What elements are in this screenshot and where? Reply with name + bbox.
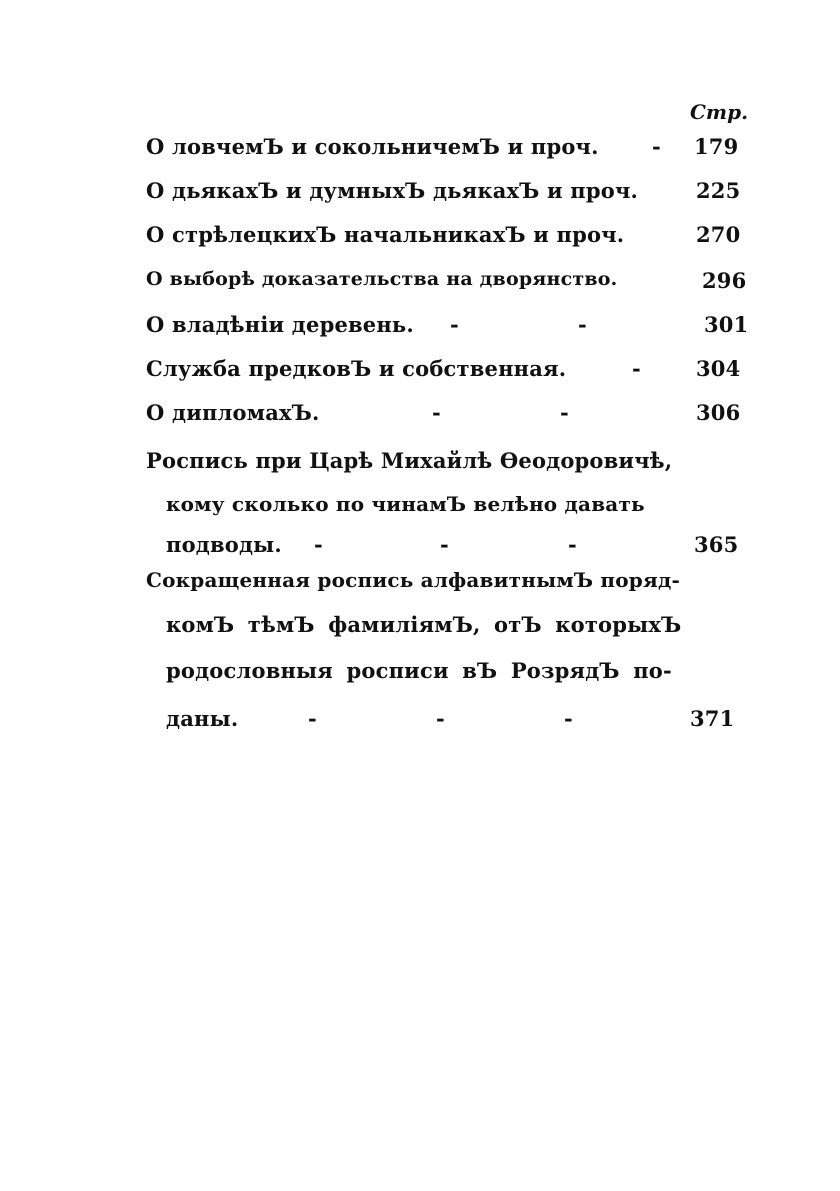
toc-entry-title: О владѣніи деревень.: [146, 312, 414, 337]
leader-dash: -: [308, 706, 317, 731]
toc-entry-page: 371: [690, 706, 735, 731]
toc-entry-page: 270: [696, 222, 741, 247]
toc-entry: [0, 268, 840, 310]
toc-entry-line: [0, 492, 840, 534]
toc-entry-title: Сокращенная роспись алфавитнымЪ поряд-: [146, 568, 680, 592]
leader-dash: -: [632, 356, 641, 381]
leader-dash: -: [578, 312, 587, 337]
toc-entry: [0, 134, 840, 176]
toc-entry-line: [0, 612, 840, 654]
toc-entry-title: О дипломахЪ.: [146, 400, 320, 425]
toc-entry-line: [0, 448, 840, 490]
toc-entry-title: родословныя росписи вЪ РозрядЪ по-: [166, 658, 672, 683]
leader-dash: -: [568, 532, 577, 557]
leader-dash: -: [564, 706, 573, 731]
leader-dash: -: [436, 706, 445, 731]
toc-entry: [0, 222, 840, 264]
page-column-label: Стр.: [690, 100, 749, 124]
toc-entry: [0, 400, 840, 442]
toc-entry: [0, 706, 840, 748]
toc-entry-title: даны.: [166, 706, 239, 731]
leader-dash: -: [432, 400, 441, 425]
leader-dash: -: [560, 400, 569, 425]
toc-entry-title: кому сколько по чинамЪ велѣно давать: [166, 492, 645, 516]
toc-entry-title: О дьякахЪ и думныхЪ дьякахЪ и проч.: [146, 178, 639, 203]
toc-entry-page: 301: [704, 312, 749, 337]
toc-entry-title: Служба предковЪ и собственная.: [146, 356, 567, 381]
toc-entry: [0, 312, 840, 354]
toc-entry-page: 306: [696, 400, 741, 425]
toc-entry-page: 304: [696, 356, 741, 381]
toc-entry-line: [0, 568, 840, 610]
toc-entry-page: 225: [696, 178, 741, 203]
toc-entry: [0, 178, 840, 220]
leader-dash: -: [314, 532, 323, 557]
leader-dash: -: [440, 532, 449, 557]
toc-entry-title: О стрѣлецкихЪ начальникахЪ и проч.: [146, 222, 625, 247]
leader-dash: -: [450, 312, 459, 337]
toc-entry-page: 365: [694, 532, 739, 557]
toc-entry-title: комЪ тѣмЪ фамиліямЪ, отЪ которыхЪ: [166, 612, 682, 637]
toc-entry-title: О ловчемЪ и сокольничемЪ и проч.: [146, 134, 599, 159]
toc-entry-page: 296: [702, 268, 747, 293]
toc-entry-title: Роспись при Царѣ Михайлѣ Ѳеодоровичѣ,: [146, 448, 673, 473]
toc-entry-page: 179: [694, 134, 739, 159]
toc-entry-title: подводы.: [166, 532, 282, 557]
leader-dash: -: [652, 134, 661, 159]
toc-entry: [0, 356, 840, 398]
toc-entry-title: О выборѣ доказательства на дворянство.: [146, 268, 618, 290]
toc-entry-line: [0, 658, 840, 700]
